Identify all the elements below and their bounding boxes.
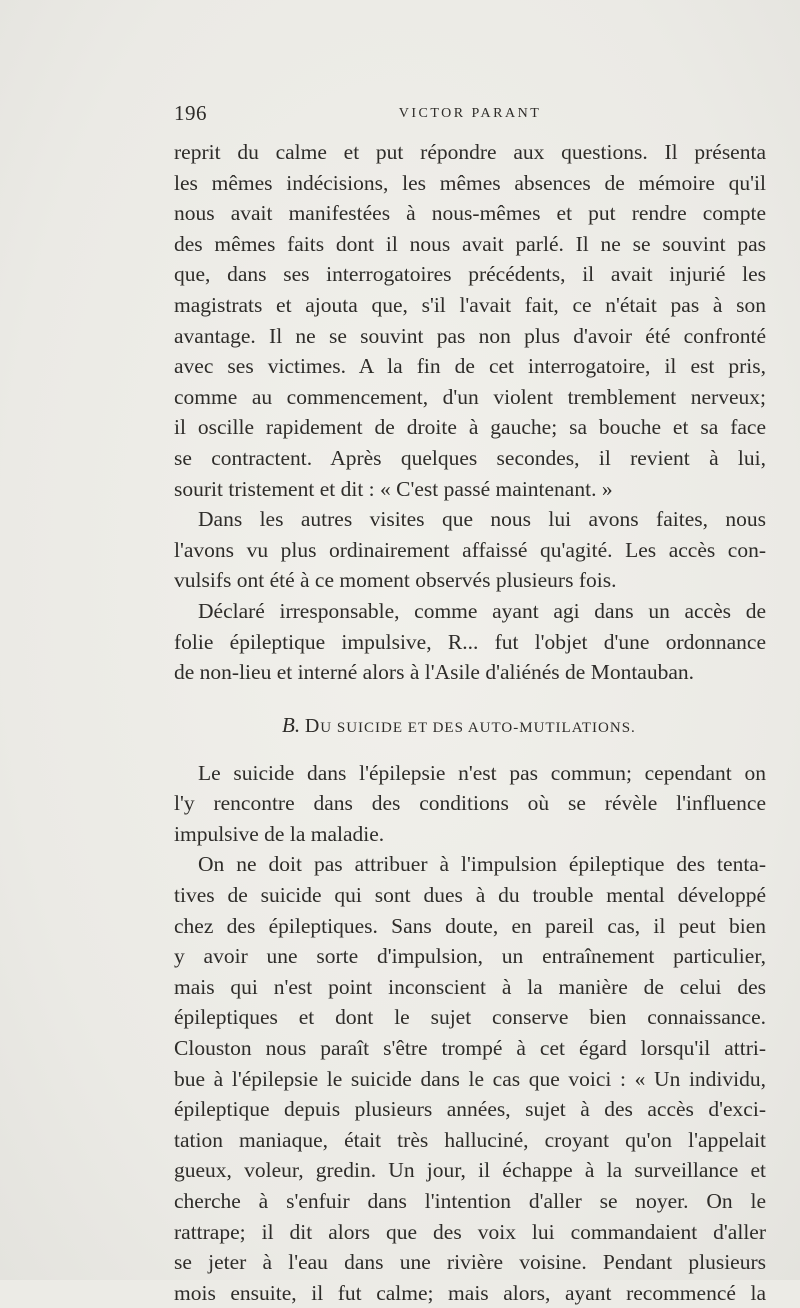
text-line: rattrape; il dit alors que des voix lui commandaient d'aller xyxy=(174,1219,766,1244)
text-line: avantage. Il ne se souvint pas non plus d'avoir été confronté xyxy=(174,323,766,348)
paragraph xyxy=(174,758,766,850)
text-line: magistrats et ajouta que, s'il l'avait fait, ce n'était pas à son xyxy=(174,292,766,317)
text-line: On ne doit pas attribuer à l'impulsion épileptique des tenta- xyxy=(198,852,766,877)
text-line: épileptiques et dont le sujet conserve bien connaissance. xyxy=(174,1005,766,1030)
text-line: des mêmes faits dont il nous avait parlé. Il ne se souvint pas xyxy=(174,231,766,256)
text-line: cherche à s'enfuir dans l'intention d'aller se noyer. On le xyxy=(174,1189,766,1213)
text-line: avec ses victimes. A la fin de cet interrogatoire, il est pris, xyxy=(174,354,766,379)
text-line: folie épileptique impulsive, R... fut l'objet d'une ordonnance xyxy=(174,629,766,654)
text-line: se contractent. Après quelques secondes, il revient à lui, xyxy=(174,445,766,470)
text-line: nous avait manifestées à nous-mêmes et put rendre compte xyxy=(174,201,766,226)
text-line: Clouston nous paraît s'être trompé à cet égard lorsqu'il attri- xyxy=(174,1036,766,1061)
section-heading xyxy=(174,710,766,740)
text-line: tation maniaque, était très halluciné, croyant qu'on l'appelait xyxy=(174,1127,766,1152)
text-line: se jeter à l'eau dans une rivière voisine. Pendant plusieurs xyxy=(174,1250,766,1275)
text-line: l'y rencontre dans des conditions où se révèle l'influence xyxy=(174,791,766,816)
text-line: l'avons vu plus ordinairement affaissé qu'agité. Les accès con- xyxy=(174,537,766,562)
section-title-initial: D xyxy=(304,714,321,737)
body-text xyxy=(174,137,766,1308)
text-line: de non-lieu et interné alors à l'Asile d'aliénés de Montauban. xyxy=(174,660,694,685)
text-line: sourit tristement et dit : « C'est passé maintenant. » xyxy=(174,476,613,501)
text-line: épileptique depuis plusieurs années, sujet à des accès d'exci- xyxy=(174,1097,766,1122)
text-line: impulsive de la maladie. xyxy=(174,821,385,846)
text-line: tives de suicide qui sont dues à du trouble mental développé xyxy=(174,883,766,908)
text-line: vulsifs ont été à ce moment observés plusieurs fois. xyxy=(174,568,617,593)
text-line: reprit du calme et put répondre aux questions. Il présenta xyxy=(174,140,766,164)
text-line: gueux, voleur, gredin. Un jour, il échappe à la surveillance et xyxy=(174,1158,766,1183)
text-line: mois ensuite, il fut calme; mais alors, ayant recommencé la xyxy=(174,1280,766,1305)
text-line: les mêmes indécisions, les mêmes absences de mémoire qu'il xyxy=(174,170,766,195)
section-title: U SUICIDE ET DES AUTO-MUTILATIONS. xyxy=(320,719,636,736)
text-line: Le suicide dans l'épilepsie n'est pas commun; cependant on xyxy=(198,760,766,785)
text-line: Déclaré irresponsable, comme ayant agi dans un accès de xyxy=(198,598,766,623)
text-line: il oscille rapidement de droite à gauche; sa bouche et sa face xyxy=(174,415,766,440)
running-title: VICTOR PARANT xyxy=(398,106,542,121)
text-line: Dans les autres visites que nous lui avons faites, nous xyxy=(198,507,766,532)
section-letter: B. xyxy=(282,712,301,737)
paragraph xyxy=(174,504,766,596)
text-line: comme au commencement, d'un violent tremblement nerveux; xyxy=(174,384,766,409)
page-number: 196 xyxy=(174,101,207,125)
text-line: mais qui n'est point inconscient à la manière de celui des xyxy=(174,974,766,999)
text-line: chez des épileptiques. Sans doute, en pareil cas, il peut bien xyxy=(174,913,766,938)
paragraph xyxy=(174,596,766,688)
text-line: que, dans ses interrogatoires précédents, il avait injurié les xyxy=(174,262,766,287)
paragraph xyxy=(174,137,766,504)
text-line: y avoir une sorte d'impulsion, un entraînement particulier, xyxy=(174,944,766,969)
running-head xyxy=(174,101,766,129)
text-line: bue à l'épilepsie le suicide dans le cas que voici : « Un individu, xyxy=(174,1066,766,1091)
paragraph xyxy=(174,849,766,1308)
